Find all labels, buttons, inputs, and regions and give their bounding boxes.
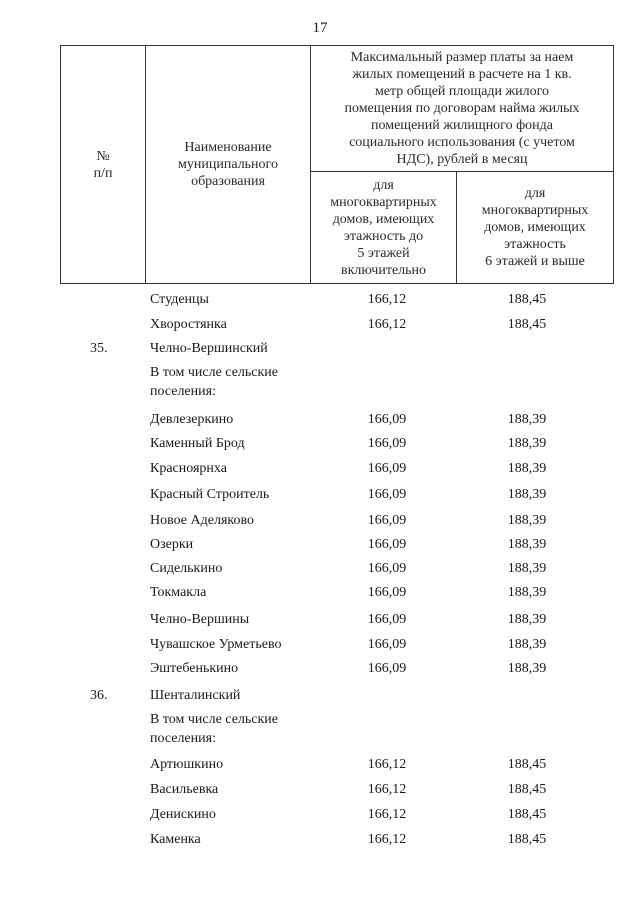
row-value-6-plus: 188,45 bbox=[507, 317, 547, 332]
row-value-6-plus: 188,39 bbox=[507, 661, 547, 676]
row-name: Новое Аделяково bbox=[150, 513, 254, 528]
row-value-up-to-5: 166,09 bbox=[367, 537, 407, 552]
table-row bbox=[0, 757, 640, 777]
row-value-6-plus: 188,39 bbox=[507, 513, 547, 528]
table-row bbox=[0, 317, 640, 337]
row-name: Артюшкино bbox=[150, 757, 224, 772]
row-value-up-to-5: 166,12 bbox=[367, 317, 407, 332]
row-name: Красный Строитель bbox=[150, 487, 270, 502]
table-row bbox=[0, 513, 640, 533]
row-value-6-plus: 188,45 bbox=[507, 757, 547, 772]
row-value-up-to-5: 166,09 bbox=[367, 612, 407, 627]
row-value-6-plus: 188,39 bbox=[507, 461, 547, 476]
row-value-up-to-5: 166,12 bbox=[367, 757, 407, 772]
table-row bbox=[0, 832, 640, 852]
row-name: Челно-Вершинский bbox=[150, 341, 268, 356]
header-name: Наименование муниципального образования bbox=[146, 46, 311, 284]
row-subtitle: В том числе сельские поселения: bbox=[150, 712, 279, 746]
header-sub-b: для многоквартирных домов, имеющих этажность 6 этажей и выше bbox=[457, 172, 614, 284]
table-row bbox=[0, 537, 640, 557]
row-value-6-plus: 188,39 bbox=[507, 561, 547, 576]
row-value-6-plus: 188,45 bbox=[507, 292, 547, 307]
table-row bbox=[0, 292, 640, 312]
row-value-up-to-5: 166,09 bbox=[367, 436, 407, 451]
row-name: Красноярнха bbox=[150, 461, 227, 476]
row-name: Каменный Брод bbox=[150, 436, 245, 451]
row-value-up-to-5: 166,09 bbox=[367, 637, 407, 652]
header-sub-a: для многоквартирных домов, имеющих этажность до 5 этажей включительно bbox=[311, 172, 457, 284]
table-row bbox=[0, 661, 640, 681]
row-name: Эштебенькино bbox=[150, 661, 239, 676]
row-value-up-to-5: 166,12 bbox=[367, 782, 407, 797]
row-value-6-plus: 188,39 bbox=[507, 585, 547, 600]
row-value-6-plus: 188,39 bbox=[507, 436, 547, 451]
row-value-up-to-5: 166,09 bbox=[367, 487, 407, 502]
row-name: Чувашское Урметьево bbox=[150, 637, 282, 652]
row-subtitle: В том числе сельские поселения: bbox=[150, 365, 279, 399]
page-number: 17 bbox=[312, 20, 328, 36]
table-row bbox=[0, 487, 640, 507]
table-row bbox=[0, 436, 640, 456]
row-number: 36. bbox=[90, 688, 108, 703]
row-value-up-to-5: 166,09 bbox=[367, 461, 407, 476]
row-name: Сиделькино bbox=[150, 561, 223, 576]
row-name: Студенцы bbox=[150, 292, 209, 307]
table-row bbox=[0, 807, 640, 827]
header-max-payment: Максимальный размер платы за наем жилых помещений в расчете на 1 кв. метр общей площади жилого помещения по договорам найма жилых помещений жилищного фонда социального использования (с учетом НДС), рублей в месяц bbox=[311, 46, 614, 172]
row-name: Озерки bbox=[150, 537, 194, 552]
region-row bbox=[0, 341, 640, 361]
row-value-6-plus: 188,39 bbox=[507, 487, 547, 502]
table-row bbox=[0, 585, 640, 605]
row-name: Девлезеркино bbox=[150, 412, 234, 427]
row-name: Хворостянка bbox=[150, 317, 227, 332]
row-value-up-to-5: 166,12 bbox=[367, 292, 407, 307]
header-num: № п/п bbox=[61, 46, 146, 284]
row-value-6-plus: 188,45 bbox=[507, 807, 547, 822]
row-name: Токмакла bbox=[150, 585, 207, 600]
row-value-up-to-5: 166,09 bbox=[367, 561, 407, 576]
row-name: Каменка bbox=[150, 832, 201, 847]
row-value-up-to-5: 166,09 bbox=[367, 412, 407, 427]
table-row bbox=[0, 637, 640, 657]
table-row bbox=[0, 412, 640, 432]
row-value-6-plus: 188,39 bbox=[507, 537, 547, 552]
row-name: Шенталинский bbox=[150, 688, 241, 703]
table-row bbox=[0, 561, 640, 581]
table-header bbox=[60, 45, 614, 284]
row-number: 35. bbox=[90, 341, 108, 356]
row-value-up-to-5: 166,09 bbox=[367, 661, 407, 676]
row-value-up-to-5: 166,12 bbox=[367, 832, 407, 847]
row-value-6-plus: 188,39 bbox=[507, 412, 547, 427]
row-name: Денискино bbox=[150, 807, 216, 822]
row-name: Челно-Вершины bbox=[150, 612, 250, 627]
table-row bbox=[0, 461, 640, 481]
row-name: Васильевка bbox=[150, 782, 219, 797]
region-row bbox=[0, 688, 640, 708]
table-row bbox=[0, 782, 640, 802]
row-value-6-plus: 188,45 bbox=[507, 832, 547, 847]
row-value-6-plus: 188,45 bbox=[507, 782, 547, 797]
row-value-up-to-5: 166,09 bbox=[367, 513, 407, 528]
row-value-6-plus: 188,39 bbox=[507, 637, 547, 652]
row-value-up-to-5: 166,09 bbox=[367, 585, 407, 600]
row-value-up-to-5: 166,12 bbox=[367, 807, 407, 822]
row-value-6-plus: 188,39 bbox=[507, 612, 547, 627]
table-row bbox=[0, 612, 640, 632]
